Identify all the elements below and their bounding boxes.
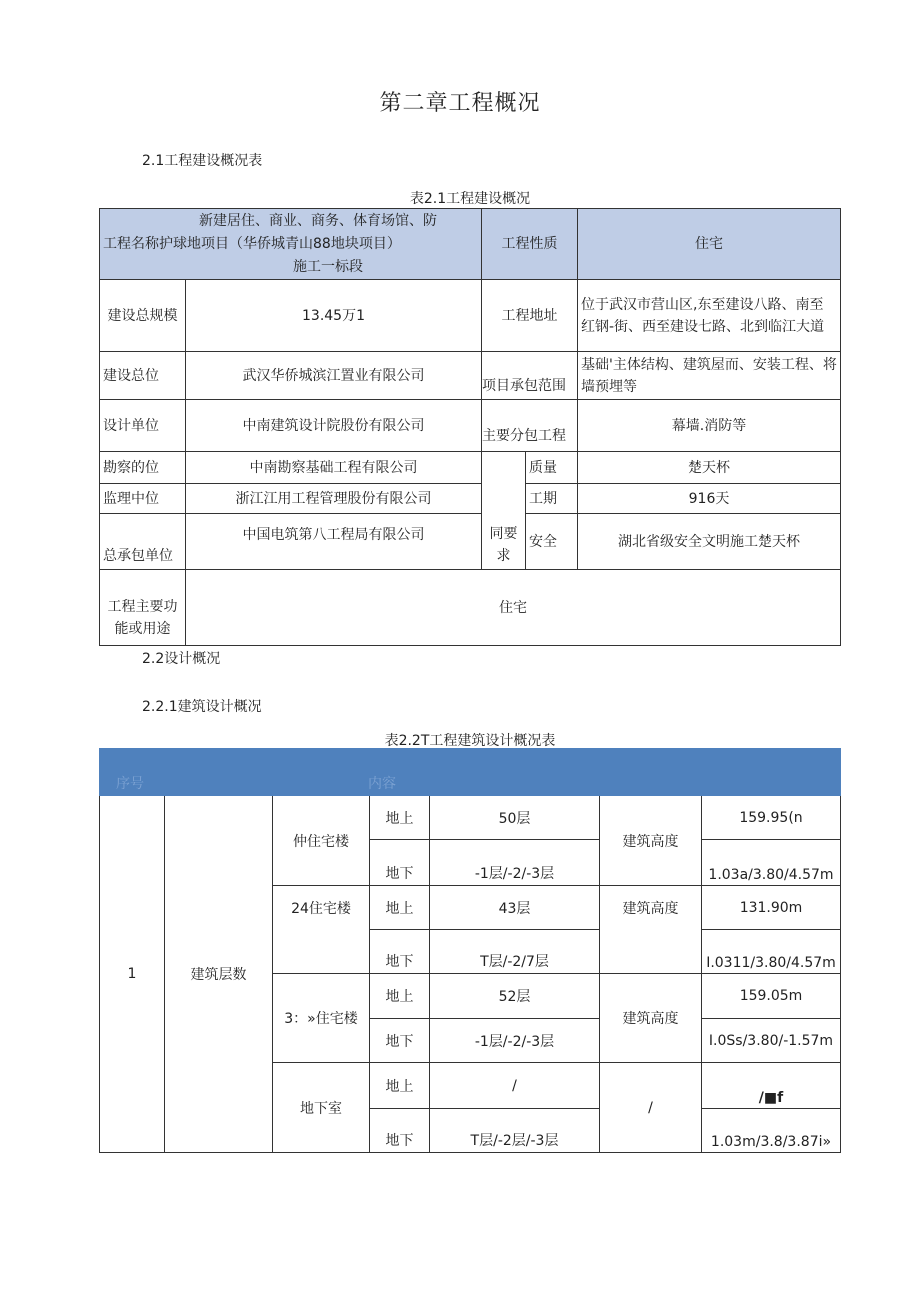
project-name-label: 工程名称 [103, 236, 159, 252]
supervision-value: 浙江江用工程管理股份有限公司 [186, 484, 482, 514]
project-name-cell [100, 209, 482, 280]
below-label: 地下 [370, 930, 430, 974]
scope-label: 项目承包范围 [482, 352, 578, 400]
subcontract-label: 主要分包工程 [482, 400, 578, 452]
row-number: 1 [100, 796, 165, 1153]
scope-value: 基础'主体结构、建筑屋而、安装工程、将墙预埋等 [578, 352, 841, 400]
height-floors: I.0Ss/3.80/-1.57m [702, 1019, 841, 1063]
project-type-label: 工程性质 [482, 209, 578, 280]
design-value: 中南建筑设计院股份有限公司 [186, 400, 482, 452]
building-name: 仲住宅楼 [273, 796, 370, 886]
supervision-label: 监理中位 [100, 484, 186, 514]
project-name-line1: 新建居住、商业、商务、体育场馆、防 [199, 213, 437, 229]
above-floors: / [430, 1063, 600, 1109]
height-floors: I.0311/3.80/4.57m [702, 930, 841, 974]
above-label: 地上 [370, 1063, 430, 1109]
table-row [100, 209, 841, 280]
building-name: 3：»住宅楼 [273, 974, 370, 1063]
height-total: /■f [702, 1063, 841, 1109]
building-name: 24住宅楼 [273, 886, 370, 974]
table-row [100, 796, 841, 840]
project-type-value: 住宅 [578, 209, 841, 280]
below-floors: T层/-2/7层 [430, 930, 600, 974]
contractor-label: 总承包单位 [100, 514, 186, 570]
contractor-value: 中国电筑第八工程局有限公司 [186, 514, 482, 570]
contract-requirement-label: 同要求 [482, 452, 526, 570]
safety-label: 安全 [526, 514, 578, 570]
header-no: 序号 [100, 749, 165, 796]
survey-value: 中南勘察基础工程有限公司 [186, 452, 482, 484]
survey-label: 勘察的位 [100, 452, 186, 484]
chapter-title: 第二章工程概况 [379, 91, 541, 116]
table-header-row [100, 749, 841, 796]
height-floors: 1.03a/3.80/4.57m [702, 840, 841, 886]
above-floors: 43层 [430, 886, 600, 930]
scale-label: 建设总规模 [100, 280, 186, 352]
address-value: 位于武汉市营山区,东至建设八路、南至红钢-街、西至建设七路、北到临江大道 [578, 280, 841, 352]
below-label: 地下 [370, 1019, 430, 1063]
owner-value: 武汉华侨城滨江置业有限公司 [186, 352, 482, 400]
table-row [100, 514, 841, 570]
above-floors: 50层 [430, 796, 600, 840]
section-heading-2-2: 2.2设计概况 [142, 651, 221, 667]
height-label: 建筑高度 [600, 796, 702, 886]
schedule-value: 916天 [578, 484, 841, 514]
table-row [100, 484, 841, 514]
height-label: / [600, 1063, 702, 1153]
design-label: 设计单位 [100, 400, 186, 452]
address-label: 工程地址 [482, 280, 578, 352]
table-row [100, 400, 841, 452]
row-item: 建筑层数 [165, 796, 273, 1153]
above-floors: 52层 [430, 974, 600, 1019]
table2-caption: 表2.2T工程建筑设计概况表 [384, 733, 556, 749]
above-label: 地上 [370, 886, 430, 930]
owner-label: 建设总位 [100, 352, 186, 400]
table1-caption: 表2.1工程建设概况 [409, 191, 531, 207]
function-label: 工程主要功能或用途 [100, 570, 186, 646]
height-total: 159.95(n [702, 796, 841, 840]
function-value: 住宅 [186, 570, 841, 646]
subcontract-value: 幕墙.消防等 [578, 400, 841, 452]
table-row [100, 452, 841, 484]
section-heading-2-1: 2.1工程建设概况表 [142, 153, 263, 169]
below-label: 地下 [370, 1109, 430, 1153]
quality-value: 楚天杯 [578, 452, 841, 484]
quality-label: 质量 [526, 452, 578, 484]
building-name: 地下室 [273, 1063, 370, 1153]
height-total: 159.05m [702, 974, 841, 1019]
table-row [100, 570, 841, 646]
architecture-design-table [99, 748, 841, 1153]
height-label: 建筑高度 [600, 974, 702, 1063]
below-floors: -1层/-2/-3层 [430, 840, 600, 886]
project-name-line2: 护球地项目（华侨城青山88地块项目） [159, 236, 401, 252]
above-label: 地上 [370, 796, 430, 840]
below-floors: -1层/-2/-3层 [430, 1019, 600, 1063]
safety-value: 湖北省级安全文明施工楚天杯 [578, 514, 841, 570]
height-total: 131.90m [702, 886, 841, 930]
table-row [100, 352, 841, 400]
project-overview-table [99, 208, 841, 646]
project-name-line3: 施工一标段 [293, 259, 363, 275]
schedule-label: 工期 [526, 484, 578, 514]
height-floors: 1.03m/3.8/3.87i» [702, 1109, 841, 1153]
above-label: 地上 [370, 974, 430, 1019]
section-heading-2-2-1: 2.2.1建筑设计概况 [142, 699, 262, 715]
below-label: 地下 [370, 840, 430, 886]
table-row [100, 280, 841, 352]
below-floors: T层/-2层/-3层 [430, 1109, 600, 1153]
height-label: 建筑高度 [600, 886, 702, 974]
header-content: 内容 [165, 749, 841, 796]
scale-value: 13.45万1 [186, 280, 482, 352]
